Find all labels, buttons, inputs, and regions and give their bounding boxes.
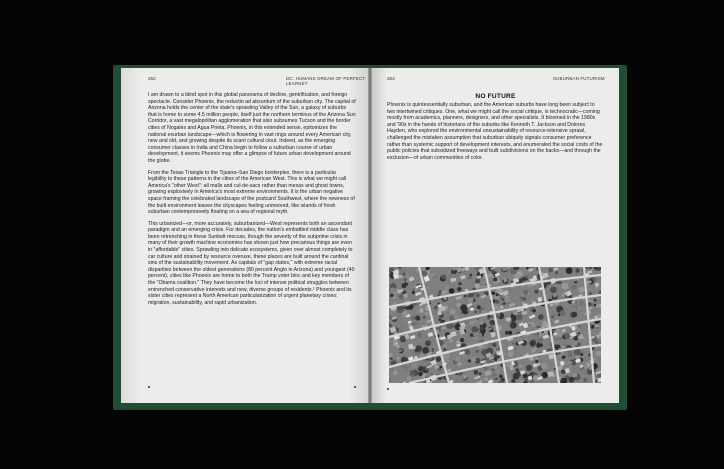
- right-running-head: SUBURBAN FUTURISM: [553, 76, 605, 81]
- left-paragraph: This urbanized—or, more accurately, suburbanized—West represents both an ascendant paradigm and an emerging crisis. For decades, the nation's embattled middle class has been retrenching in these Sunbelt meccas, though the severity of the subprime crisis in many of their growth machine economies has shown just how precarious things are even in "affordable" cities. Sprawling into delicate ecosystems, given over almost completely to car culture and strained by resource overuse, these places are built around the cardinal sins of the sustainability movement. As capitals of "gap states," with extreme racial disparities between the oldest generations (80 percent Anglo in Arizona) and youngest (40 percent), cities like Phoenix are home to both the Trump voter bloc and key members of the "Obama coalition." They have become the loci of intense political struggles between entrenched conservative interests and new, diverse groups of residents.¹ Phoenix and its sister cities represent a North American particularization of urgent planetary crises: migration, sustainability, and rapid urbanization.: [148, 220, 355, 306]
- tree-canopy: [571, 284, 576, 289]
- tree-canopy: [574, 349, 581, 356]
- tree-canopy: [549, 268, 554, 273]
- tree-canopy: [449, 288, 455, 294]
- tree-canopy: [497, 371, 499, 373]
- tree-canopy: [438, 368, 441, 371]
- tree-canopy: [391, 368, 393, 370]
- tree-canopy: [425, 312, 429, 316]
- tree-canopy: [594, 299, 597, 302]
- tree-canopy: [578, 325, 580, 327]
- tree-canopy: [528, 324, 531, 327]
- tree-canopy: [495, 299, 500, 304]
- tree-canopy: [464, 349, 470, 355]
- tree-canopy: [423, 316, 425, 318]
- tree-canopy: [596, 304, 600, 308]
- tree-canopy: [514, 348, 516, 350]
- tree-canopy: [505, 295, 509, 299]
- tree-canopy: [582, 339, 589, 346]
- tree-canopy: [562, 294, 565, 297]
- tree-canopy: [558, 280, 562, 284]
- tree-canopy: [493, 278, 497, 282]
- tree-canopy: [522, 297, 527, 302]
- tree-canopy: [535, 356, 538, 359]
- tree-canopy: [555, 271, 558, 274]
- tree-canopy: [571, 367, 575, 371]
- tree-canopy: [432, 310, 438, 316]
- tree-canopy: [597, 347, 601, 351]
- tree-canopy: [551, 315, 554, 318]
- tree-canopy: [393, 371, 398, 376]
- tree-canopy: [445, 286, 448, 289]
- tree-canopy: [508, 378, 512, 382]
- tree-canopy: [408, 290, 411, 293]
- tree-canopy: [475, 311, 477, 313]
- tree-canopy: [417, 296, 420, 299]
- section-heading: NO FUTURE: [475, 93, 516, 100]
- tree-canopy: [489, 344, 492, 347]
- tree-canopy: [510, 322, 517, 329]
- tree-canopy: [468, 343, 470, 345]
- tree-canopy: [526, 347, 529, 350]
- tree-canopy: [561, 370, 565, 374]
- left-page: [121, 68, 368, 403]
- tree-canopy: [476, 293, 480, 297]
- tree-canopy: [470, 274, 473, 277]
- tree-canopy: [432, 350, 434, 352]
- tree-canopy: [505, 325, 509, 329]
- tree-canopy: [406, 280, 409, 283]
- tree-canopy: [470, 333, 474, 337]
- tree-canopy: [569, 377, 575, 383]
- tree-canopy: [457, 287, 462, 292]
- tree-canopy: [516, 314, 523, 321]
- tree-canopy: [511, 379, 515, 383]
- tree-canopy: [538, 314, 544, 320]
- left-body: [148, 92, 356, 311]
- tree-canopy: [471, 326, 477, 332]
- tree-canopy: [532, 309, 536, 313]
- tree-canopy: [466, 309, 468, 311]
- tree-canopy: [479, 372, 482, 375]
- tree-canopy: [441, 275, 446, 280]
- tree-canopy: [411, 362, 417, 368]
- tree-canopy: [594, 304, 596, 306]
- right-body: [387, 102, 603, 166]
- tree-canopy: [564, 351, 569, 356]
- tree-canopy: [535, 290, 539, 294]
- tree-canopy: [427, 341, 431, 345]
- tree-canopy: [416, 310, 419, 313]
- tree-canopy: [575, 268, 579, 272]
- tree-canopy: [533, 375, 538, 380]
- tree-canopy: [405, 348, 408, 351]
- tree-canopy: [396, 345, 399, 348]
- left-page-marker: [354, 386, 356, 388]
- tree-canopy: [477, 318, 479, 320]
- tree-canopy: [473, 295, 477, 299]
- tree-canopy: [464, 295, 467, 298]
- tree-canopy: [492, 343, 496, 347]
- tree-canopy: [508, 331, 512, 335]
- tree-canopy: [475, 279, 480, 284]
- tree-canopy: [578, 287, 584, 293]
- left-paragraph: I am drawn to a blind spot in this global panorama of decline, gentrification, and foreign spectacle. Consider Phoenix, the reductio ad absurdum of the suburban city. The capital of Arizona holds the center of the state's sprawling Valley of the Sun, a galaxy of suburbs that is home to some 4.5 million people, itself just the northern terminus of the Arizona Sun Corridor, a vast megalopolitan agglomeration that also subsumes Tucson and the border cities of Nogales and Agua Prieta. Phoenix, in this extended sense, epitomizes the national exurban landscape—which is flowering in vast rings around every American city, new and old, and growing despite its scant cultural clout. Indeed, as the emerging consumer classes in India and China begin to follow a suburban course of urban development, it seems Phoenix may offer a glimpse of future urban development around the globe.: [148, 92, 356, 164]
- tree-canopy: [490, 320, 496, 326]
- tree-canopy: [390, 357, 393, 360]
- tree-canopy: [402, 283, 407, 288]
- tree-canopy: [474, 288, 476, 290]
- tree-canopy: [432, 348, 434, 350]
- tree-canopy: [436, 357, 441, 362]
- tree-canopy: [412, 291, 415, 294]
- tree-canopy: [583, 378, 587, 382]
- tree-canopy: [443, 348, 446, 351]
- tree-canopy: [495, 283, 498, 286]
- tree-canopy: [395, 292, 397, 294]
- tree-canopy: [487, 317, 490, 320]
- tree-canopy: [438, 318, 441, 321]
- right-page-number: 263: [387, 76, 395, 81]
- tree-canopy: [496, 294, 499, 297]
- tree-canopy: [484, 377, 488, 381]
- tree-canopy: [450, 309, 456, 315]
- tree-canopy: [418, 372, 423, 377]
- tree-canopy: [571, 312, 577, 318]
- tree-canopy: [412, 316, 416, 320]
- aerial-suburb-photo: [389, 267, 601, 383]
- tree-canopy: [550, 287, 557, 294]
- tree-canopy: [595, 380, 597, 382]
- tree-canopy: [519, 364, 523, 368]
- tree-canopy: [523, 290, 528, 295]
- tree-canopy: [560, 310, 566, 316]
- tree-canopy: [534, 348, 536, 350]
- tree-canopy: [415, 315, 420, 320]
- tree-canopy: [588, 292, 592, 296]
- right-paragraph: Phoenix is quintessentially suburban, and the American suburbs have long been subject to two intertwined critiques. One, what we might call the social critique, is technocratic—coming mostly from academics, planners, designers, and other specialists. It bloomed in the 1980s and '90s in the hands of historians of the suburbs like Kenneth T. Jackson and Dolores Hayden, who explored the environmental unsustainability of resource-intensive sprawl, challenged the mistaken assumption that suburban ubiquity signals consumer preference rather than systemic support of development interests, and enumerated the social costs of the public policies that subsidized freeways and built subdivisions on the backs—and through the exclusion—of urban communities of color.: [387, 102, 603, 161]
- tree-canopy: [583, 312, 587, 316]
- aerial-photo-graphic: [389, 267, 601, 383]
- book-spread: [121, 68, 619, 403]
- tree-canopy: [561, 337, 563, 339]
- tree-canopy: [474, 370, 479, 375]
- tree-canopy: [573, 341, 578, 346]
- tree-canopy: [399, 326, 405, 332]
- tree-canopy: [492, 368, 495, 371]
- tree-canopy: [455, 356, 461, 362]
- tree-canopy: [500, 296, 503, 299]
- tree-canopy: [577, 301, 580, 304]
- tree-canopy: [512, 343, 514, 345]
- left-page-marker: [148, 386, 150, 388]
- tree-canopy: [479, 347, 481, 349]
- left-paragraph: From the Texas Triangle to the Tijuana–San Diego borderplex, there is a particular legibility to these patterns in the cities of the American West. This is what we might call America's "other West": all malls and cul-de-sacs rather than mesas and ghost towns, growing explosively in America's most extreme environments. It is the urban negative space framing the celebrated landscape of the postcard Southwest, where the newness of the built environment leaves the cityscapes feeling unmoored, like islands of fresh suburban contemporaneity floating on a sea of regional myth.: [148, 169, 355, 216]
- tree-canopy: [415, 349, 418, 352]
- tree-canopy: [566, 267, 573, 274]
- tree-canopy: [456, 302, 461, 307]
- tree-canopy: [480, 326, 485, 331]
- tree-canopy: [426, 286, 428, 288]
- tree-canopy: [595, 340, 599, 344]
- tree-canopy: [476, 350, 479, 353]
- left-running-head: DC: HUMANS DREAM OF PERFECT LEARNET: [286, 76, 366, 86]
- tree-canopy: [562, 283, 569, 290]
- tree-canopy: [410, 370, 415, 375]
- tree-canopy: [531, 349, 535, 353]
- tree-canopy: [397, 357, 400, 360]
- tree-canopy: [477, 305, 481, 309]
- tree-canopy: [410, 378, 413, 381]
- tree-canopy: [513, 373, 520, 380]
- tree-canopy: [596, 351, 601, 357]
- tree-canopy: [437, 302, 439, 304]
- tree-canopy: [515, 368, 519, 372]
- left-page-number: 262: [148, 76, 156, 81]
- tree-canopy: [499, 375, 503, 379]
- tree-canopy: [458, 282, 461, 285]
- tree-canopy: [399, 294, 404, 299]
- tree-canopy: [407, 275, 409, 277]
- tree-canopy: [557, 329, 560, 332]
- tree-canopy: [460, 338, 464, 342]
- tree-canopy: [541, 363, 548, 370]
- tree-canopy: [446, 270, 451, 275]
- tree-canopy: [440, 366, 443, 369]
- tree-canopy: [444, 358, 449, 363]
- tree-canopy: [530, 340, 536, 346]
- tree-canopy: [479, 321, 484, 326]
- tree-canopy: [404, 279, 406, 281]
- tree-canopy: [422, 347, 429, 354]
- tree-canopy: [444, 297, 447, 300]
- tree-canopy: [527, 367, 530, 370]
- tree-canopy: [407, 352, 410, 355]
- tree-canopy: [515, 329, 519, 333]
- tree-canopy: [484, 316, 487, 319]
- tree-canopy: [546, 286, 548, 288]
- tree-canopy: [523, 373, 528, 378]
- tree-canopy: [414, 322, 418, 326]
- right-page-marker: [387, 388, 389, 390]
- tree-canopy: [525, 338, 527, 340]
- tree-canopy: [556, 282, 558, 284]
